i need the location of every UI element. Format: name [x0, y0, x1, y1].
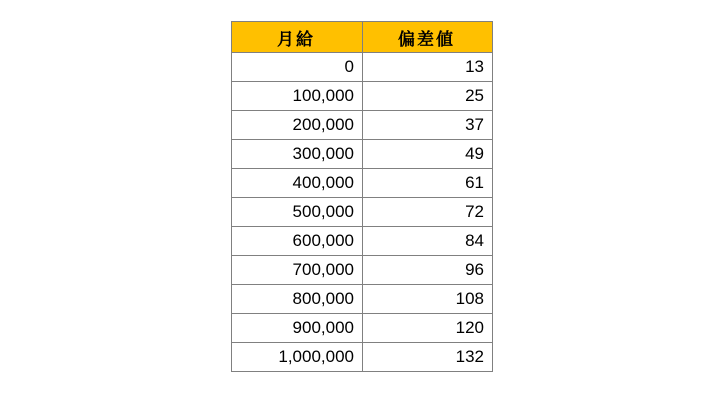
- cell-deviation: 132: [363, 343, 493, 372]
- table-row: [232, 314, 493, 343]
- table-row: [232, 169, 493, 198]
- cell-salary: 100,000: [232, 82, 363, 111]
- cell-deviation: 96: [363, 256, 493, 285]
- table-row: [232, 111, 493, 140]
- salary-deviation-table: [231, 21, 493, 372]
- cell-deviation: 49: [363, 140, 493, 169]
- table-header: [232, 22, 493, 53]
- cell-salary: 0: [232, 53, 363, 82]
- cell-deviation: 25: [363, 82, 493, 111]
- table-row: [232, 53, 493, 82]
- cell-salary: 700,000: [232, 256, 363, 285]
- cell-salary: 600,000: [232, 227, 363, 256]
- cell-deviation: 108: [363, 285, 493, 314]
- cell-salary: 800,000: [232, 285, 363, 314]
- table-row: [232, 256, 493, 285]
- cell-salary: 300,000: [232, 140, 363, 169]
- cell-deviation: 84: [363, 227, 493, 256]
- table-body: [232, 53, 493, 372]
- table-row: [232, 285, 493, 314]
- cell-salary: 200,000: [232, 111, 363, 140]
- table-row: [232, 82, 493, 111]
- table-row: [232, 227, 493, 256]
- cell-deviation: 61: [363, 169, 493, 198]
- cell-salary: 1,000,000: [232, 343, 363, 372]
- table-row: [232, 343, 493, 372]
- cell-salary: 900,000: [232, 314, 363, 343]
- salary-deviation-table-container: [231, 21, 492, 372]
- column-header-salary: 月給: [232, 22, 363, 53]
- table-row: [232, 140, 493, 169]
- column-header-deviation: 偏差値: [363, 22, 493, 53]
- cell-deviation: 37: [363, 111, 493, 140]
- cell-deviation: 120: [363, 314, 493, 343]
- cell-salary: 400,000: [232, 169, 363, 198]
- cell-deviation: 72: [363, 198, 493, 227]
- cell-deviation: 13: [363, 53, 493, 82]
- cell-salary: 500,000: [232, 198, 363, 227]
- table-header-row: [232, 22, 493, 53]
- table-row: [232, 198, 493, 227]
